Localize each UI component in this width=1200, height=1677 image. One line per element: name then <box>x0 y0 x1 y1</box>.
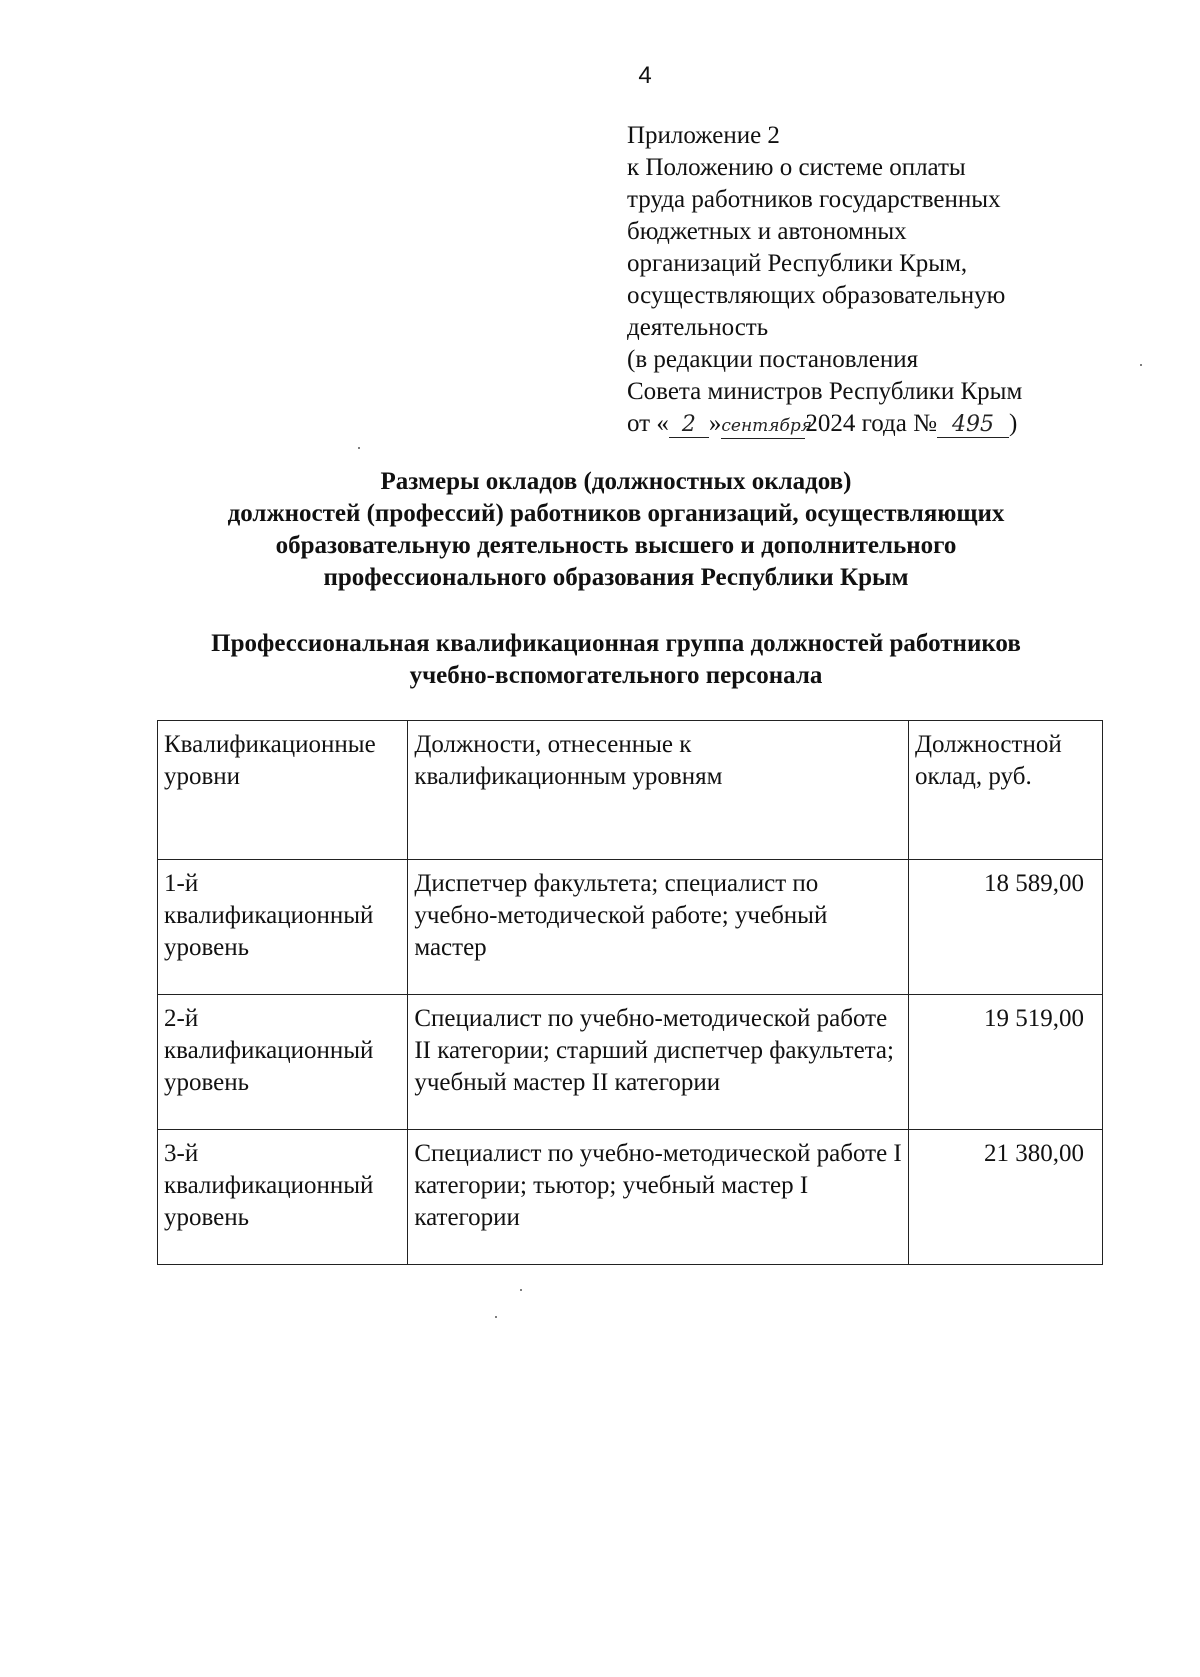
scan-speck <box>520 1289 522 1291</box>
cell-positions: Диспетчер факультета; специалист по учебно-методической работе; учебный мастер <box>408 860 909 995</box>
scan-speck <box>1140 364 1142 366</box>
cell-salary: 19 519,00 <box>908 995 1102 1130</box>
title-line: Размеры окладов (должностных окладов) <box>380 468 852 495</box>
page-number: 4 <box>638 62 652 89</box>
table-row <box>158 1130 1103 1265</box>
appendix-line: труда работников государственных <box>627 186 1001 213</box>
cell-level: 3-й квалификационный уровень <box>158 1130 408 1265</box>
appendix-line: (в редакции постановления <box>627 346 919 373</box>
appendix-line: Совета министров Республики Крым <box>627 378 1023 405</box>
scan-speck <box>358 447 360 449</box>
subtitle-line: Профессиональная квалификационная группа должностей работников <box>211 630 1021 657</box>
appendix-line: бюджетных и автономных <box>627 218 907 245</box>
header-salary: Должностной оклад, руб. <box>908 721 1102 860</box>
appendix-line: организаций Республики Крым, <box>627 250 968 277</box>
table-row <box>158 860 1103 995</box>
header-levels: Квалификационные уровни <box>158 721 408 860</box>
cell-positions: Специалист по учебно-методической работе II категории; старший диспетчер факультета; учебный мастер II категории <box>408 995 909 1130</box>
handwritten-month: сентября <box>721 414 805 439</box>
table-row <box>158 995 1103 1130</box>
cell-positions: Специалист по учебно-методической работе I категории; тьютор; учебный мастер I категории <box>408 1130 909 1265</box>
table-header-row <box>158 721 1103 860</box>
cell-salary: 18 589,00 <box>908 860 1102 995</box>
title-line: профессионального образования Республики Крым <box>323 564 909 591</box>
handwritten-day: 2 <box>669 413 709 438</box>
appendix-line: к Положению о системе оплаты <box>627 154 966 181</box>
salary-table <box>157 720 1103 1265</box>
group-subtitle <box>0 628 1200 692</box>
date-mid: » <box>708 410 722 437</box>
date-suffix: ) <box>1008 410 1018 437</box>
document-title <box>0 466 1200 594</box>
date-prefix: от « <box>627 410 669 437</box>
date-line <box>627 408 1022 440</box>
title-line: должностей (профессий) работников организаций, осуществляющих <box>227 500 1005 527</box>
date-year: 2024 года № <box>805 410 937 437</box>
cell-salary: 21 380,00 <box>908 1130 1102 1265</box>
cell-level: 2-й квалификационный уровень <box>158 995 408 1130</box>
appendix-line: Приложение 2 <box>627 122 780 149</box>
subtitle-line: учебно-вспомогательного персонала <box>409 662 823 689</box>
appendix-block <box>627 120 1022 440</box>
appendix-line: деятельность <box>627 314 769 341</box>
cell-level: 1-й квалификационный уровень <box>158 860 408 995</box>
handwritten-doc-number: 495 <box>937 413 1009 438</box>
title-line: образовательную деятельность высшего и дополнительного <box>275 532 957 559</box>
appendix-line: осуществляющих образовательную <box>627 282 1006 309</box>
header-positions: Должности, отнесенные к квалификационным уровням <box>408 721 909 860</box>
scan-speck <box>495 1316 497 1318</box>
